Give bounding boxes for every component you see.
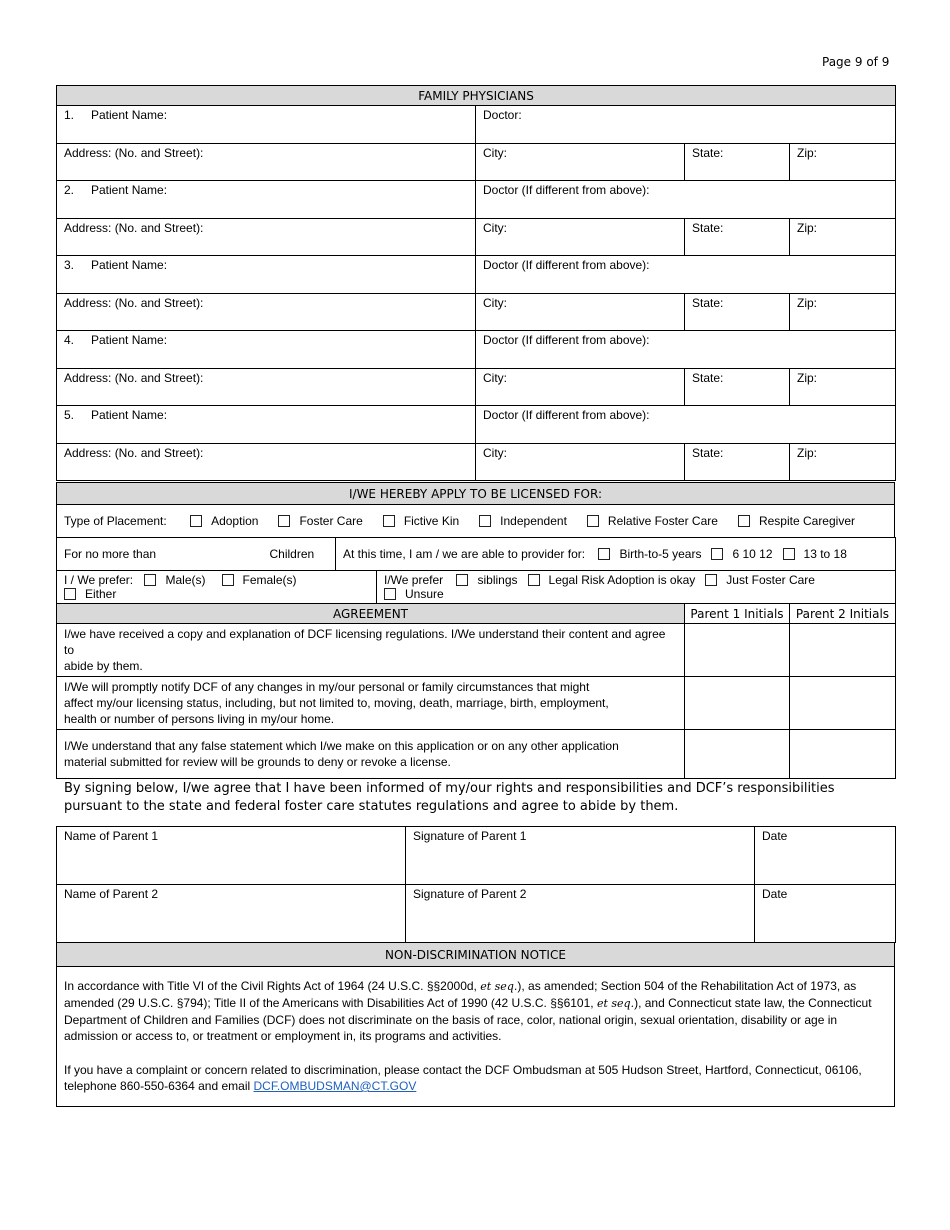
agreement-line: health or number of persons living in my/our home. [64,712,335,726]
doctor-field[interactable] [476,331,896,369]
placement-option-label: Independent [500,514,567,528]
state-label: State: [692,296,724,310]
address-field[interactable] [57,144,476,181]
parent1-initials-field[interactable] [685,624,790,677]
license-header: I/WE HEREBY APPLY TO BE LICENSED FOR: [57,483,895,505]
gender-option[interactable] [64,587,116,601]
placement-checkbox[interactable] [479,515,491,527]
state-label: State: [692,371,724,385]
age-range-option[interactable] [598,547,701,561]
patient-name-label: Patient Name: [91,183,168,197]
nondiscrimination-table [56,942,895,1107]
preference-checkbox[interactable] [384,588,396,600]
gender-checkbox[interactable] [64,588,76,600]
placement-option-label: Fictive Kin [403,514,460,528]
patient-name-label: Patient Name: [91,408,168,422]
zip-field[interactable] [790,144,896,181]
zip-label: Zip: [797,296,818,310]
address-label: Address: (No. and Street): [64,296,204,310]
preference-table [56,570,896,604]
no-more-than-cell [57,538,336,571]
agreement-line: I/we have received a copy and explanation of DCF licensing regulations. I/We understand their content and agree to [64,627,666,657]
zip-label: Zip: [797,221,818,235]
placement-option-label: Foster Care [299,514,363,528]
patient-name-field[interactable] [57,256,476,294]
patient-name-field[interactable] [57,331,476,369]
family-physicians-header: FAMILY PHYSICIANS [57,86,896,106]
placement-option[interactable] [383,514,459,528]
doctor-label: Doctor (If different from above): [483,408,650,422]
entry-number: 3. [64,258,75,272]
placement-checkbox[interactable] [278,515,290,527]
zip-field[interactable] [790,369,896,406]
zip-label: Zip: [797,146,818,160]
address-label: Address: (No. and Street): [64,371,204,385]
patient-row [57,331,896,369]
agreement-header: AGREEMENT [57,604,685,624]
preference-option-label: Unsure [405,587,444,601]
preference-checkbox[interactable] [456,574,468,586]
gender-checkbox[interactable] [222,574,234,586]
date-parent1-field[interactable] [755,827,896,885]
agreement-text [57,730,685,779]
et-seq-text: et seq. [480,980,518,993]
preference-option[interactable] [705,573,815,587]
age-range-checkbox[interactable] [711,548,723,560]
doctor-field[interactable] [476,106,896,144]
patient-name-label: Patient Name: [91,108,168,122]
address-field[interactable] [57,219,476,256]
nondiscrimination-header: NON-DISCRIMINATION NOTICE [57,943,895,967]
age-range-option[interactable] [711,547,772,561]
preference-option-label: Just Foster Care [726,573,815,587]
patient-name-field[interactable] [57,106,476,144]
agreement-row [57,730,896,779]
placement-option[interactable] [190,514,258,528]
city-label: City: [483,371,507,385]
signature-table [56,826,896,943]
city-field[interactable] [476,219,685,256]
state-field[interactable] [685,219,790,256]
gender-cell [57,571,377,604]
ombudsman-email-link[interactable]: DCF.OMBUDSMAN@CT.GOV [253,1079,417,1093]
agreement-line: I/We will promptly notify DCF of any changes in my/our personal or family circumstances that might [64,680,590,694]
patient-name-label: Patient Name: [91,333,168,347]
et-seq-text: et seq. [596,997,635,1010]
gender-option[interactable] [144,573,205,587]
doctor-field[interactable] [476,181,896,219]
city-label: City: [483,296,507,310]
age-range-option-label: 6 10 12 [732,547,773,561]
address-row [57,294,896,331]
date-label: Date [762,887,788,901]
placement-label: Type of Placement: [64,514,167,528]
zip-field[interactable] [790,294,896,331]
age-cell [336,538,896,571]
patient-row [57,181,896,219]
children-label: Children [269,547,315,561]
page-number: Page 9 of 9 [822,55,890,69]
entry-number: 4. [64,333,75,347]
placement-checkbox[interactable] [587,515,599,527]
agreement-line: I/We understand that any false statement which I/we make on this application or on any other application [64,739,619,753]
address-field[interactable] [57,369,476,406]
preference-option-label: siblings [477,573,518,587]
signing-statement: By signing below, I/we agree that I have been informed of my/our rights and responsibilities and DCF’s responsibilities pursuant to the state and federal foster care statutes regulations and agree to abide by them. [64,781,835,814]
state-field[interactable] [685,294,790,331]
prefer2-label: I/We prefer [384,573,444,587]
parent1-initials-header: Parent 1 Initials [685,604,790,624]
family-physicians-table [56,85,896,481]
agreement-text [57,624,685,677]
doctor-label: Doctor (If different from above): [483,258,650,272]
address-field[interactable] [57,294,476,331]
parent2-initials-field[interactable] [790,677,896,730]
preference-checkbox[interactable] [705,574,717,586]
nondiscrimination-paragraph-2: If you have a complaint or concern related to discrimination, please contact the DCF Ombudsman at 505 Hudson Street, Hartford, Connecticut, 06106, telephone 860-550-6364 and email DCF.OMBUDSMAN@CT.GOV [64,1063,862,1093]
parent2-initials-field[interactable] [790,730,896,779]
zip-field[interactable] [790,219,896,256]
prefer-label: I / We prefer: [64,573,134,587]
address-row [57,369,896,406]
state-field[interactable] [685,144,790,181]
entry-number: 2. [64,183,75,197]
doctor-label: Doctor (If different from above): [483,333,650,347]
zip-field[interactable] [790,444,896,481]
gender-checkbox[interactable] [144,574,156,586]
agreement-row [57,677,896,730]
able-label: At this time, I am / we are able to provider for: [343,547,586,561]
parent2-initials-header: Parent 2 Initials [790,604,896,624]
patient-name-field[interactable] [57,406,476,444]
preference-option[interactable] [456,573,517,587]
placement-option[interactable] [738,514,855,528]
gender-option-label: Female(s) [242,573,297,587]
state-field[interactable] [685,444,790,481]
agreement-line: material submitted for review will be grounds to deny or revoke a license. [64,755,451,769]
name-parent2-field[interactable] [57,885,406,943]
age-range-option-label: 13 to 18 [803,547,847,561]
name-parent1-field[interactable] [57,827,406,885]
address-label: Address: (No. and Street): [64,446,204,460]
agreement-line: affect my/our licensing status, including, but not limited to, moving, death, marriage, birth, employment, [64,696,609,710]
date-parent2-field[interactable] [755,885,896,943]
capacity-table [56,537,896,571]
nondiscrimination-paragraph-1: In accordance with Title VI of the Civil Rights Act of 1964 (24 U.S.C. §§2000d, et seq.), as amended; Section 504 of the Rehabilitation Act of 1973, as amended (29 U.S.C. §794); Title II of the Americans with Disabilities Act of 1990 (42 U.S.C. §§6101, et seq.), and Connecticut state law, the Connecticut Department of Children and Families (DCF) does not discriminate on the basis of race, color, national origin, sexual orientation, disability or age in admission or access to, or treatment or employment in, its programs and activities. [64,979,872,1043]
patient-row [57,106,896,144]
address-row [57,144,896,181]
placement-checkbox[interactable] [738,515,750,527]
city-field[interactable] [476,294,685,331]
city-field[interactable] [476,144,685,181]
gender-option-label: Either [85,587,117,601]
agreement-line: abide by them. [64,659,143,673]
state-label: State: [692,446,724,460]
doctor-label: Doctor: [483,108,522,122]
placement-option[interactable] [278,514,362,528]
patient-name-label: Patient Name: [91,258,168,272]
placement-option[interactable] [479,514,567,528]
signature-parent1-label: Signature of Parent 1 [413,829,527,843]
entry-number: 5. [64,408,75,422]
date-label: Date [762,829,788,843]
parent1-initials-field[interactable] [685,677,790,730]
prefer2-cell [377,571,896,604]
address-field[interactable] [57,444,476,481]
age-range-option[interactable] [783,547,847,561]
address-row [57,444,896,481]
nondiscrimination-body [57,967,895,1107]
name-parent1-label: Name of Parent 1 [64,829,159,843]
placement-checkbox[interactable] [383,515,395,527]
agreement-table [56,603,896,779]
preference-option-label: Legal Risk Adoption is okay [548,573,696,587]
age-range-checkbox[interactable] [783,548,795,560]
city-field[interactable] [476,369,685,406]
gender-option[interactable] [222,573,297,587]
gender-option-label: Male(s) [165,573,206,587]
address-label: Address: (No. and Street): [64,146,204,160]
patient-name-field[interactable] [57,181,476,219]
placement-option-label: Relative Foster Care [607,514,718,528]
name-parent2-label: Name of Parent 2 [64,887,159,901]
preference-checkbox[interactable] [528,574,540,586]
signature-parent1-field[interactable] [406,827,755,885]
placement-checkbox[interactable] [190,515,202,527]
address-row [57,219,896,256]
state-label: State: [692,146,724,160]
preference-option[interactable] [384,587,444,601]
entry-number: 1. [64,108,75,122]
placement-row [57,505,895,538]
placement-option-label: Respite Caregiver [758,514,855,528]
parent1-initials-field[interactable] [685,730,790,779]
address-label: Address: (No. and Street): [64,221,204,235]
no-more-than-label: For no more than [64,547,157,561]
signature-parent2-label: Signature of Parent 2 [413,887,527,901]
doctor-field[interactable] [476,406,896,444]
state-field[interactable] [685,369,790,406]
placement-option[interactable] [587,514,718,528]
zip-label: Zip: [797,446,818,460]
doctor-field[interactable] [476,256,896,294]
license-table [56,482,895,538]
state-label: State: [692,221,724,235]
patient-row [57,406,896,444]
doctor-label: Doctor (If different from above): [483,183,650,197]
city-field[interactable] [476,444,685,481]
city-label: City: [483,221,507,235]
signature-parent2-field[interactable] [406,885,755,943]
agreement-text [57,677,685,730]
zip-label: Zip: [797,371,818,385]
placement-option-label: Adoption [211,514,259,528]
age-range-checkbox[interactable] [598,548,610,560]
agreement-row [57,624,896,677]
city-label: City: [483,446,507,460]
age-range-option-label: Birth-to-5 years [619,547,702,561]
city-label: City: [483,146,507,160]
patient-row [57,256,896,294]
parent2-initials-field[interactable] [790,624,896,677]
preference-option[interactable] [528,573,696,587]
